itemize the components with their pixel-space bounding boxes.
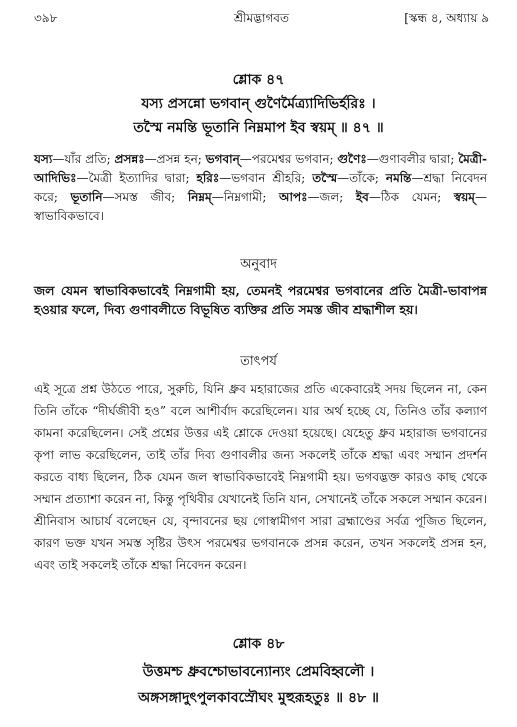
translation-text: জল যেমন স্বাভাবিকভাবেই নিম্নগামী হয়, তেমনই পরমেশ্বর ভগবানের প্রতি মৈত্রী-ভাবাপন্ন হওয়ার ফলে, দিব্য গুণাবলীতে বিভূষিত ব্যক্তির প্রতি সমস্ত জীব শ্রদ্ধাশীল হয়। bbox=[34, 283, 487, 317]
verse-47-line-2: তস্মৈ নমন্তি ভূতানি নিম্নমাপ ইব স্বয়ম্ ॥ ৪৭ ॥ bbox=[133, 120, 384, 136]
wfw-sanskrit-word: হরিঃ bbox=[196, 171, 220, 185]
book-title: শ্রীমদ্ভাগবত bbox=[233, 11, 289, 25]
wfw-sanskrit-word: ভূতানি bbox=[70, 190, 103, 204]
wfw-meaning: গুণাবলীর দ্বারা; bbox=[378, 152, 459, 166]
page-header bbox=[34, 10, 489, 28]
purport-heading: তাৎপর্য bbox=[240, 354, 277, 369]
wfw-meaning: সমস্ত জীব; bbox=[114, 190, 188, 204]
word-for-word: যস্য—যাঁর প্রতি; প্রসন্নঃ—প্রসন্ন হন; ভগবান্—পরমেশ্বর ভগবান; গুণৈঃ—গুণাবলীর দ্বারা; মৈত্রী-আদিভিঃ—মৈত্রী ইত্যাদির দ্বারা; হরিঃ—ভগবান শ্রীহরি; তস্মৈ—তাঁকে; নমন্তি—শ্রদ্ধা নিবেদন করে; ভূতানি—সমস্ত জীব; নিম্নম্—নিম্নগামী; আপঃ—জল; ইব—ঠিক যেমন; স্বয়ম্—স্বাভাবিকভাবে। bbox=[34, 152, 488, 223]
verse-48-title: শ্লোক ৪৮ bbox=[232, 636, 285, 652]
wfw-meaning: স্বাভাবিকভাবে। bbox=[34, 209, 104, 223]
wfw-sanskrit-word: যস্য bbox=[34, 152, 53, 166]
wfw-sanskrit-word: প্রসন্নঃ bbox=[114, 152, 145, 166]
wfw-sanskrit-word: মৈত্রী-আদিভিঃ bbox=[34, 152, 488, 185]
wfw-sanskrit-word: গুণৈঃ bbox=[337, 152, 367, 166]
wfw-meaning: নিম্নগামী; bbox=[223, 190, 280, 204]
wfw-sanskrit-word: স্বয়ম্ bbox=[453, 190, 475, 204]
wfw-meaning: যাঁর প্রতি; bbox=[64, 152, 115, 166]
verse-47-line-1: যস্য প্রসন্নো ভগবান্ গুণৈর্মৈত্র্যাদিভির্হরিঃ । bbox=[141, 96, 376, 112]
wfw-meaning: তাঁকে; bbox=[349, 171, 386, 185]
wfw-meaning: শ্রদ্ধা নিবেদন করে; bbox=[34, 171, 487, 204]
wfw-meaning: মৈত্রী ইত্যাদির দ্বারা; bbox=[88, 171, 197, 185]
wfw-meaning: ঠিক যেমন; bbox=[380, 190, 454, 204]
wfw-sanskrit-word: নমন্তি bbox=[385, 171, 412, 185]
verse-48-line-2: অঙ্গসঙ্গাদুৎপুলকাবস্রৌঘং মুহুরূহতুঃ ॥ ৪৮ ॥ bbox=[138, 690, 379, 706]
canto-chapter: [স্কন্ধ ৪, অধ্যায় ৯ bbox=[404, 11, 489, 25]
verse-47-title: শ্লোক ৪৭ bbox=[232, 72, 285, 88]
verse-48-line-1: উত্তমশ্চ ধ্রুবশ্চোভাবন্যোন্যং প্রেমবিহ্বলৌ । bbox=[142, 664, 375, 680]
wfw-sanskrit-word: ভগবান্ bbox=[205, 152, 240, 166]
wfw-meaning: পরমেশ্বর ভগবান; bbox=[251, 152, 338, 166]
page-number: ৩৯৮ bbox=[34, 11, 58, 25]
wfw-sanskrit-word: নিম্নম্ bbox=[187, 190, 212, 204]
wfw-meaning: প্রসন্ন হন; bbox=[156, 152, 206, 166]
wfw-sanskrit-word: ইব bbox=[355, 190, 369, 204]
wfw-meaning: জল; bbox=[319, 190, 356, 204]
wfw-meaning: ভগবান শ্রীহরি; bbox=[231, 171, 313, 185]
purport-text: এই সূত্রে প্রশ্ন উঠতে পারে, সুরুচি, যিনি ধ্রুব মহারাজের প্রতি একেবারেই সদয় ছিলেন না, কেন তিনি তাঁকে “দীর্ঘজীবী হও” বলে আশীর্বাদ করেছিলেন। যার অর্থ হচ্ছে যে, তিনিও তাঁর কল্যাণ কামনা করেছিলেন। সেই প্রশ্নের উত্তর এই শ্লোকে দেওয়া হয়েছে। যেহেতু ধ্রুব মহারাজ ভগবানের কৃপা লাভ করেছিলেন, তাই তাঁর দিব্য গুণাবলীর জন্য সকলেই তাঁকে শ্রদ্ধা এবং সম্মান প্রদর্শন করতে বাধ্য ছিলেন, ঠিক যেমন জল স্বাভাবিকভাবেই নিম্নগামী হয়। ভগবদ্ভক্ত কারও কাছ থেকে সম্মান প্রত্যাশা করেন না, কিন্তু পৃথিবীর যেখানেই তিনি যান, সেখানেই তাঁকে সকলে সম্মান করেন। শ্রীনিবাস আচার্য বলেছেন যে, বৃন্দাবনের ছয় গোস্বামীগণ সারা ব্রহ্মাণ্ডের সর্বত্র পূজিত ছিলেন, কারণ ভক্ত যখন সমস্ত সৃষ্টির উৎস পরমেশ্বর ভগবানকে প্রসন্ন করেন, তখন সকলেই প্রসন্ন হন, এবং তাই সকলেই তাঁকে শ্রদ্ধা নিবেদন করেন। bbox=[34, 382, 487, 572]
wfw-sanskrit-word: তস্মৈ bbox=[312, 171, 338, 185]
wfw-sanskrit-word: আপঃ bbox=[279, 190, 308, 204]
translation-heading: অনুবাদ bbox=[240, 257, 277, 272]
